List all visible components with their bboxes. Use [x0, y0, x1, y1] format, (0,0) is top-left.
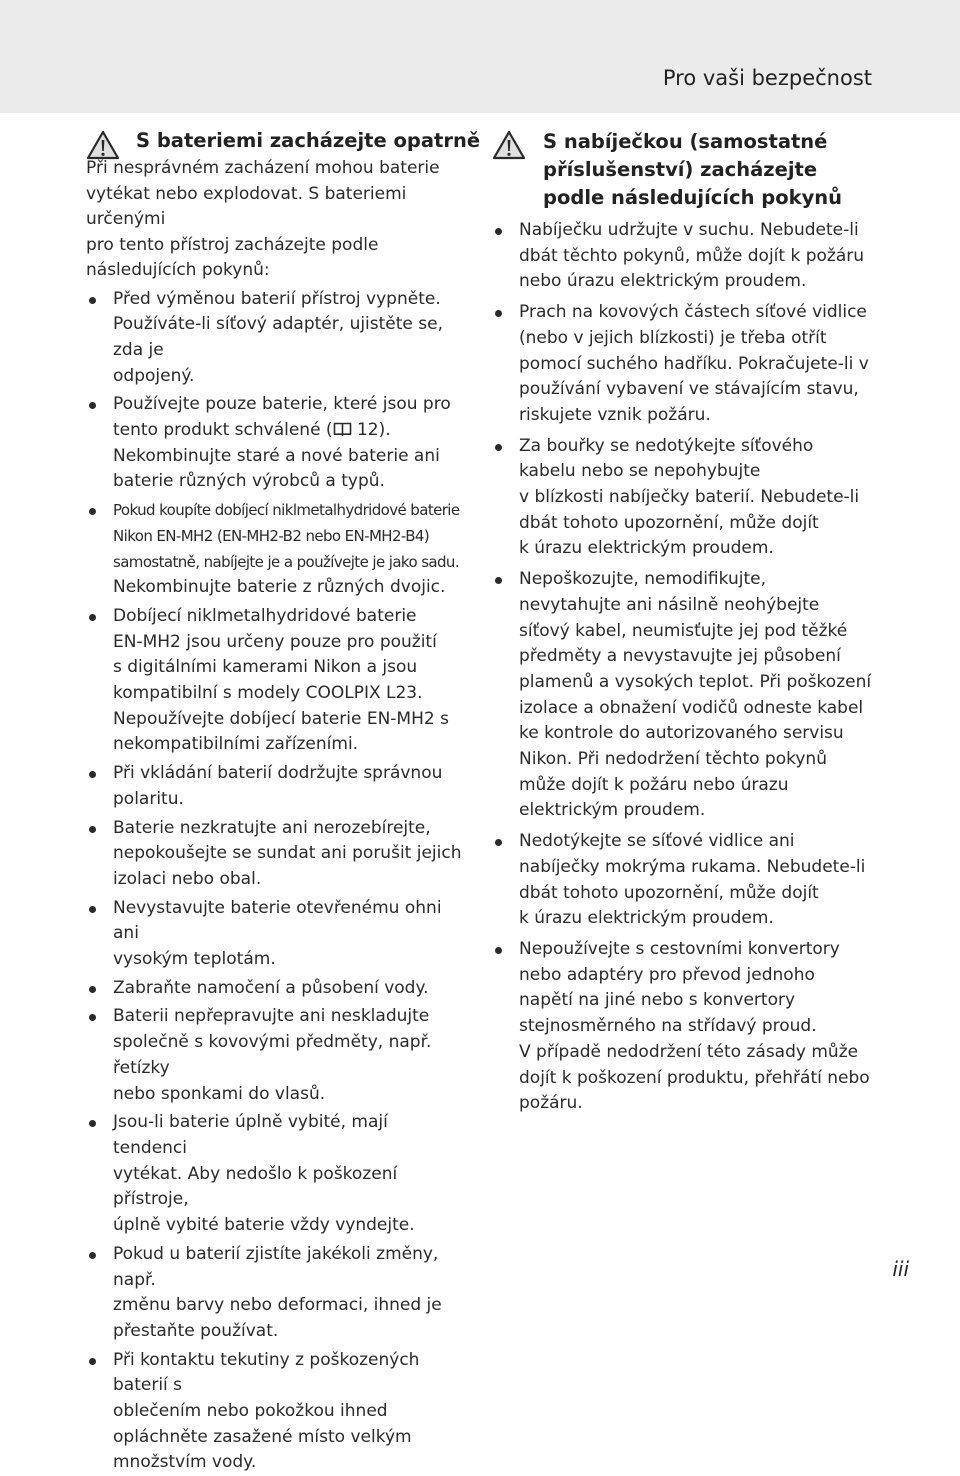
- bullet-icon: [89, 508, 96, 515]
- bullet-icon: [89, 771, 96, 778]
- right-column: [492, 128, 877, 1117]
- left-column: [86, 128, 466, 1476]
- bullet-icon: [89, 1358, 96, 1365]
- list-item: Jsou-li baterie úplně vybité, mají tendenci vytékat. Aby nedošlo k poškození přístroje, úplně vybité baterie vždy vyndejte.: [86, 1110, 466, 1239]
- list-item: Používejte pouze baterie, které jsou pro tento produkt schválené ( 12). Nekombinujte staré a nové baterie ani baterie různých výrobců a typů.: [86, 392, 466, 495]
- bullet-icon: [495, 228, 502, 235]
- battery-section-title: S bateriemi zacházejte opatrně: [136, 128, 466, 154]
- bullet-icon: [495, 947, 502, 954]
- list-item: Pokud koupíte dobíjecí niklmetalhydridové baterie Nikon EN-MH2 (EN-MH2-B2 nebo EN-MH2-B4) samostatně, nabíjejte je a používejte je jako sadu. Nekombinujte baterie z různých dvojic.: [86, 498, 466, 601]
- bullet-icon: [89, 1120, 96, 1127]
- header-title: Pro vaši bezpečnost: [663, 66, 872, 90]
- bullet-icon: [495, 444, 502, 451]
- list-item: Při kontaktu tekutiny z poškozených baterií s oblečením nebo pokožkou ihned opláchněte zasažené místo velkým množstvím vody.: [86, 1348, 466, 1476]
- battery-bullet-list: [86, 287, 466, 1476]
- list-item: Nepoškozujte, nemodifikujte, nevytahujte ani násilně neohýbejte síťový kabel, neumisťujte jej pod těžké předměty a nevystavujte jej působení plamenů a vysokých teplot. Při poškození izolace a obnažení vodičů odneste kabel ke kontrole do autorizovaného servisu Nikon. Při nedodržení těchto pokynů může dojít k požáru nebo úrazu elektrickým proudem.: [492, 567, 877, 824]
- bullet-icon: [495, 577, 502, 584]
- list-item: Při vkládání baterií dodržujte správnou polaritu.: [86, 761, 466, 812]
- battery-section-heading: [86, 128, 466, 154]
- bullet-icon: [495, 839, 502, 846]
- charger-section-title: S nabíječkou (samostatné příslušenství) zacházejte podle následujících pokynů: [543, 128, 877, 212]
- list-item: Za bouřky se nedotýkejte síťového kabelu nebo se nepohybujte v blízkosti nabíječky baterií. Nebudete-li dbát tohoto upozornění, může dojít k úrazu elektrickým proudem.: [492, 434, 877, 563]
- list-item: Nepoužívejte s cestovními konvertory nebo adaptéry pro převod jednoho napětí na jiné nebo s konvertory stejnosměrného na střídavý proud. V případě nedodržení této zásady může dojít k poškození produktu, přehřátí nebo požáru.: [492, 937, 877, 1117]
- bullet-icon: [89, 986, 96, 993]
- bullet-icon: [89, 402, 96, 409]
- page-header: [0, 0, 960, 113]
- bullet-icon: [495, 310, 502, 317]
- list-item: Prach na kovových částech síťové vidlice (nebo v jejich blízkosti) je třeba otřít pomocí suchého hadříku. Pokračujete-li v používání vybavení ve stávajícím stavu, riskujete vznik požáru.: [492, 300, 877, 429]
- list-item: Dobíjecí niklmetalhydridové baterie EN-MH2 jsou určeny pouze pro použití s digitálními kamerami Nikon a jsou kompatibilní s modely COOLPIX L23. Nepoužívejte dobíjecí baterie EN-MH2 s nekompatibilními zařízeními.: [86, 604, 466, 758]
- bullet-icon: [89, 1252, 96, 1259]
- charger-section-heading: [492, 128, 877, 212]
- bullet-icon: [89, 1014, 96, 1021]
- bullet-icon: [89, 826, 96, 833]
- bullet-icon: [89, 906, 96, 913]
- charger-bullet-list: [492, 218, 877, 1117]
- list-item: Zabraňte namočení a působení vody.: [86, 976, 466, 1002]
- list-item: Před výměnou baterií přístroj vypněte. Používáte-li síťový adaptér, ujistěte se, zda je odpojený.: [86, 287, 466, 390]
- page-number: iii: [892, 1257, 909, 1281]
- book-reference-icon: [333, 421, 352, 437]
- warning-icon: [492, 130, 526, 160]
- warning-icon: [86, 130, 120, 160]
- battery-intro: Při nesprávném zacházení mohou baterie vytékat nebo explodovat. S bateriemi určenými pro tento přístroj zacházejte podle následujících pokynů:: [86, 156, 466, 284]
- list-item: Nabíječku udržujte v suchu. Nebudete-li dbát těchto pokynů, může dojít k požáru nebo úrazu elektrickým proudem.: [492, 218, 877, 295]
- list-item: Baterie nezkratujte ani nerozebírejte, nepokoušejte se sundat ani porušit jejich izolaci nebo obal.: [86, 816, 466, 893]
- list-item: Pokud u baterií zjistíte jakékoli změny, např. změnu barvy nebo deformaci, ihned je přestaňte používat.: [86, 1242, 466, 1345]
- bullet-icon: [89, 297, 96, 304]
- list-item: Nevystavujte baterie otevřenému ohni ani vysokým teplotám.: [86, 896, 466, 973]
- bullet-icon: [89, 614, 96, 621]
- list-item: Nedotýkejte se síťové vidlice ani nabíječky mokrýma rukama. Nebudete-li dbát tohoto upozornění, může dojít k úrazu elektrickým proudem.: [492, 829, 877, 932]
- list-item: Baterii nepřepravujte ani neskladujte společně s kovovými předměty, např. řetízky nebo sponkami do vlasů.: [86, 1004, 466, 1107]
